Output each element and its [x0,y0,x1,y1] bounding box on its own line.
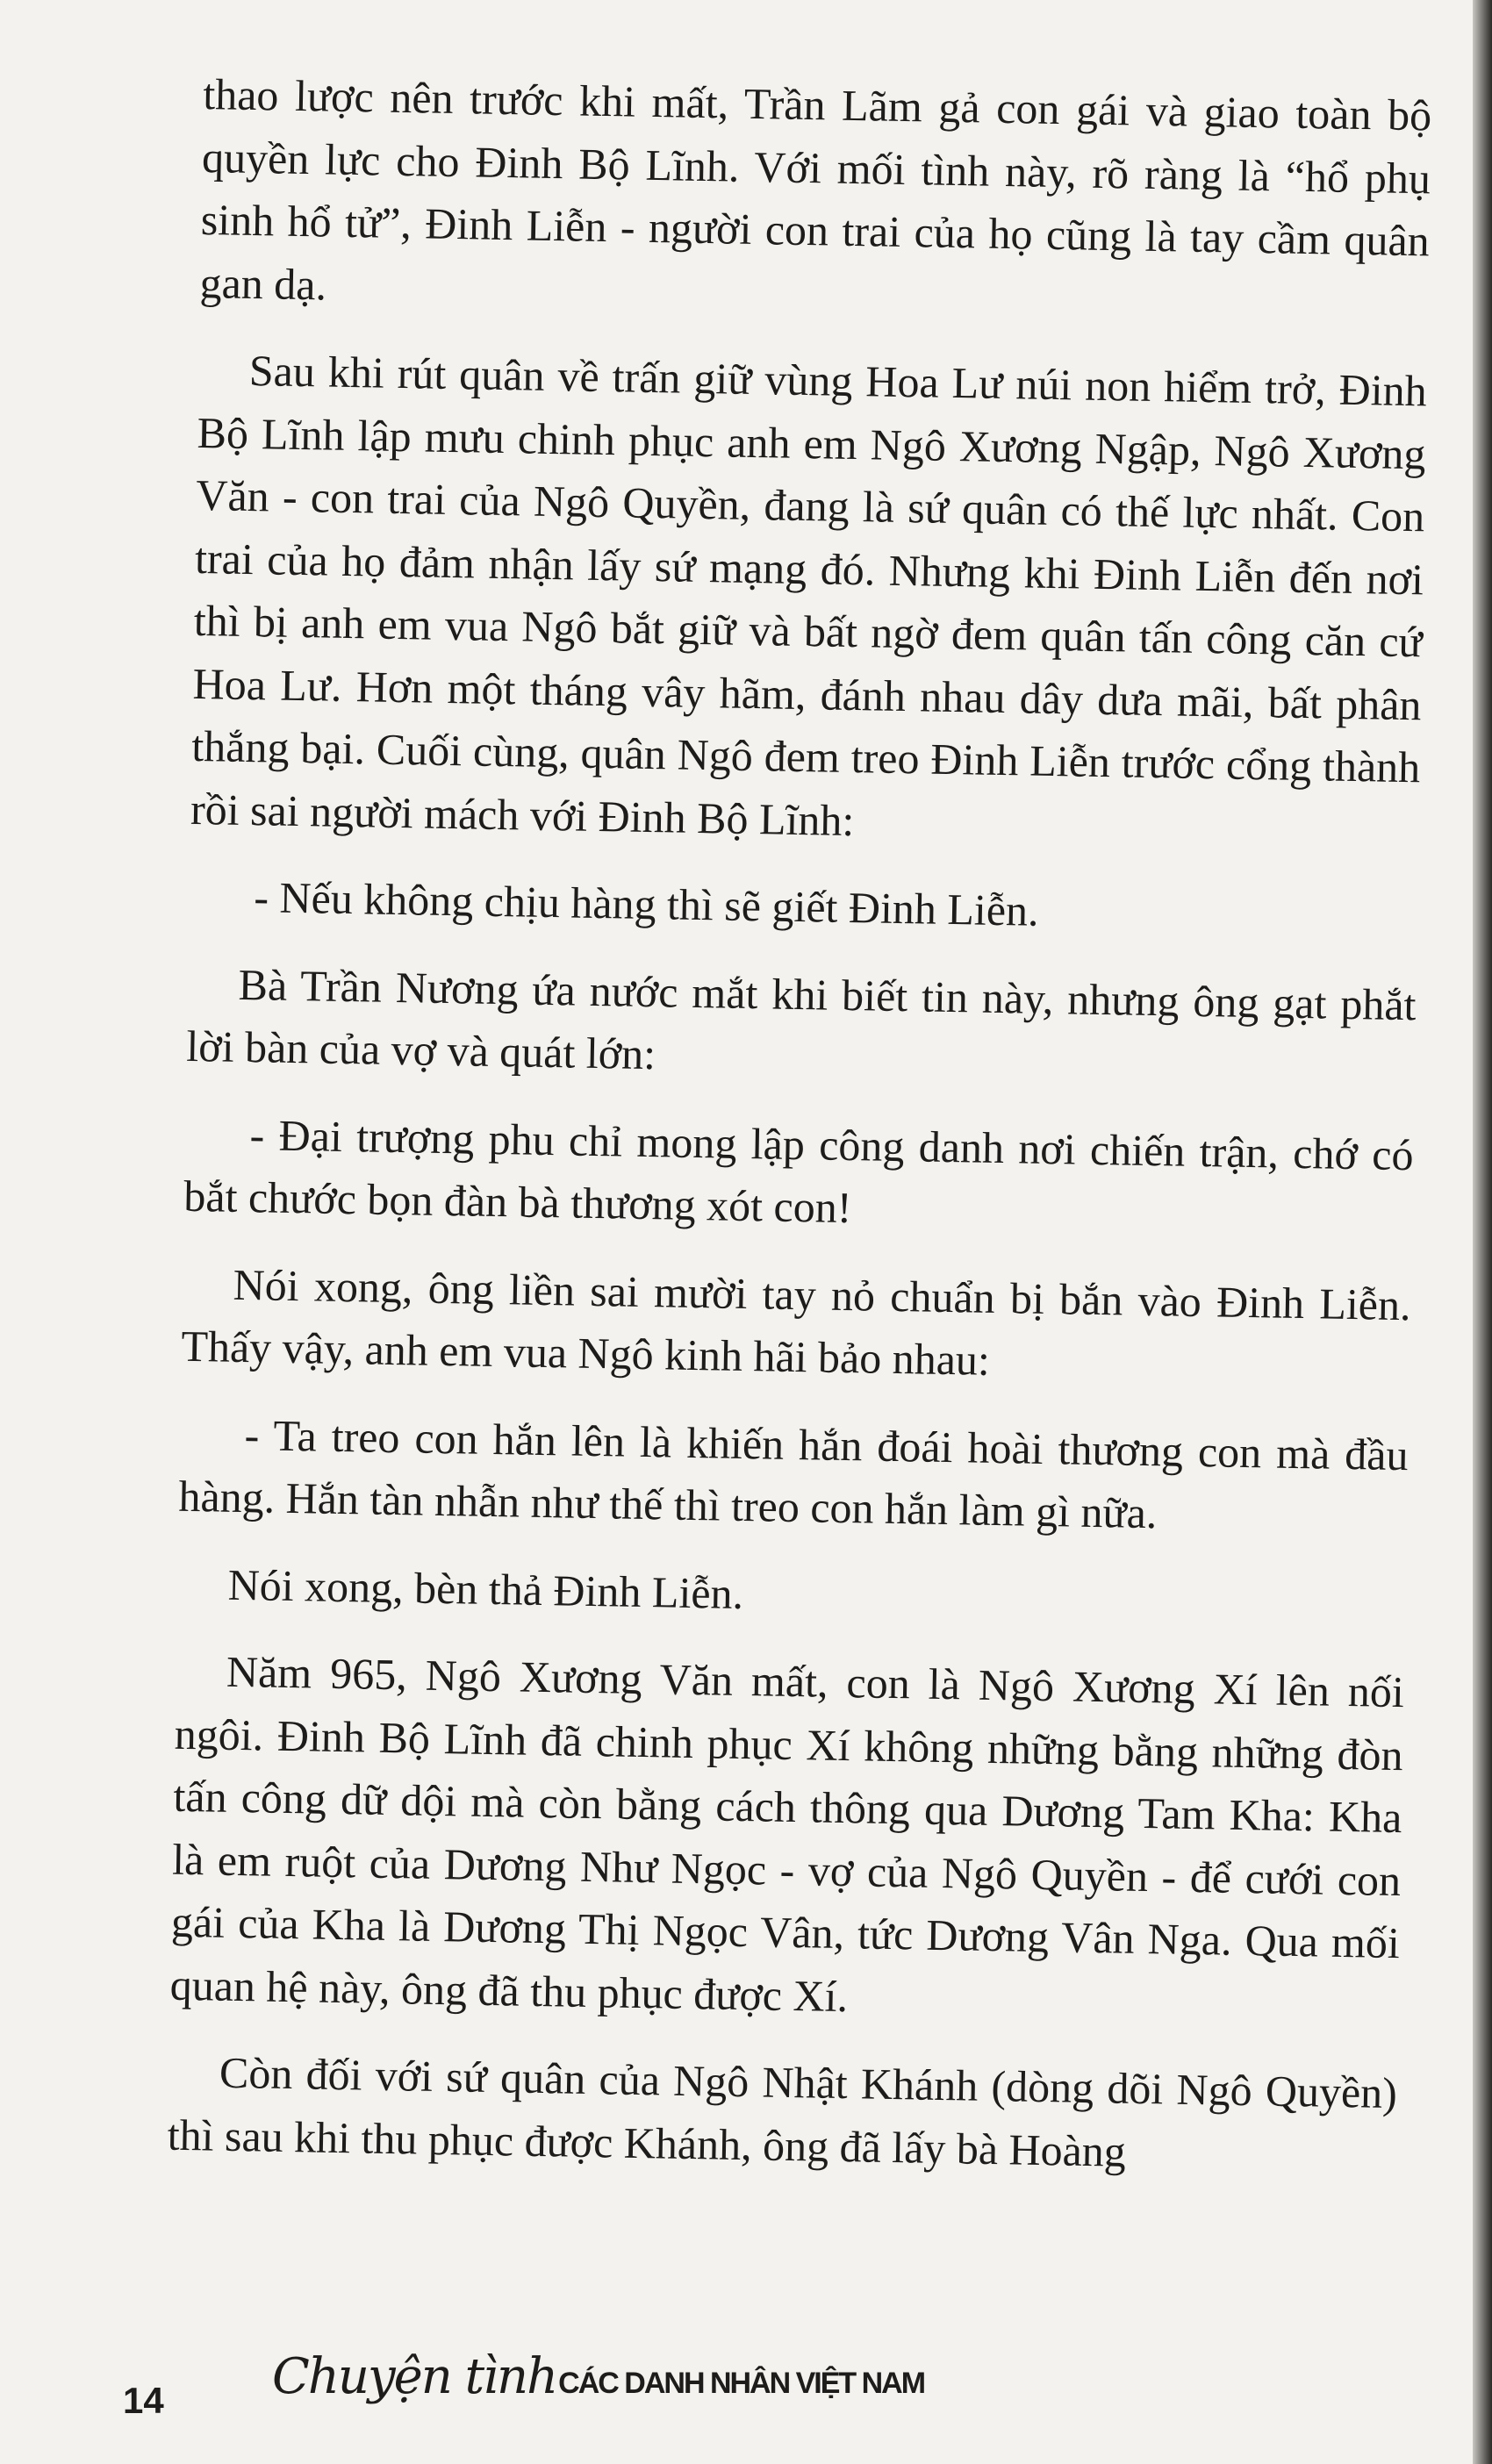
page-footer [123,2348,925,2453]
paragraph: Nói xong, bèn thả Đinh Liễn. [227,1559,744,1618]
paragraph: Còn đối với sứ quân của Ngô Nhật Khánh (dòng dõi Ngô Quyền) thì sau khi thu phục được Khánh, ông đã lấy bà Hoàng [167,2047,1398,2176]
dialogue-line: - Ta treo con hắn lên là khiến hắn đoái hoài thương con mà đầu hàng. Hắn tàn nhẫn như thế thì treo con hắn làm gì nữa. [178,1409,1410,1538]
page-edge-shadow [1473,0,1492,2464]
paragraph: Nói xong, ông liền sai mười tay nỏ chuẩn bị bắn vào Đinh Liễn. Thấy vậy, anh em vua Ngô kinh hãi bảo nhau: [180,1259,1412,1385]
paragraph: Năm 965, Ngô Xương Văn mất, con là Ngô Xương Xí lên nối ngôi. Đinh Bộ Lĩnh đã chinh phục Xí không những bằng những đòn tấn công dữ dội mà còn bằng cách thông qua Dương Tam Kha: Kha là em ruột của Dương Như Ngọc - vợ của Ngô Quyền - để cưới con gái của Kha là Dương Thị Ngọc Vân, tức Dương Vân Nga. Qua mối quan hệ này, ông đã thu phục được Xí. [169,1646,1405,2021]
book-title [272,2348,924,2445]
body-text [167,63,1432,2212]
page-number: 14 [123,2380,164,2421]
paragraph: thao lược nên trước khi mất, Trần Lãm gả con gái và giao toàn bộ quyền lực cho Đinh Bộ Lĩnh. Với mối tình này, rõ ràng là “hổ phụ sinh hổ tử”, Đinh Liễn - người con trai của họ cũng là tay cầm quân gan dạ. [199,68,1432,309]
dialogue-line: - Nếu không chịu hàng thì sẽ giết Đinh Liễn. [253,872,1040,935]
book-title-script: Chuyện tình [272,2348,557,2405]
book-title-caps: CÁC DANH NHÂN VIỆT NAM [558,2367,925,2400]
paragraph: Sau khi rút quân về trấn giữ vùng Hoa Lư núi non hiểm trở, Đinh Bộ Lĩnh lập mưu chinh phục anh em Ngô Xương Ngập, Ngô Xương Văn - con trai của Ngô Quyền, đang là sứ quân có thế lực nhất. Con trai của họ đảm nhận lấy sứ mạng đó. Nhưng khi Đinh Liễn đến nơi thì bị anh em vua Ngô bắt giữ và bất ngờ đem quân tấn công căn cứ Hoa Lư. Hơn một tháng vây hãm, đánh nhau dây dưa mãi, bất phân thắng bại. Cuối cùng, quân Ngô đem treo Đinh Liễn trước cổng thành rồi sai người mách với Đinh Bộ Lĩnh: [190,345,1428,845]
paragraph: Bà Trần Nương ứa nước mắt khi biết tin này, nhưng ông gạt phắt lời bàn của vợ và quát lớn: [185,959,1417,1079]
dialogue-line: - Đại trượng phu chỉ mong lập công danh nơi chiến trận, chớ có bắt chước bọn đàn bà thương xót con! [183,1109,1414,1233]
